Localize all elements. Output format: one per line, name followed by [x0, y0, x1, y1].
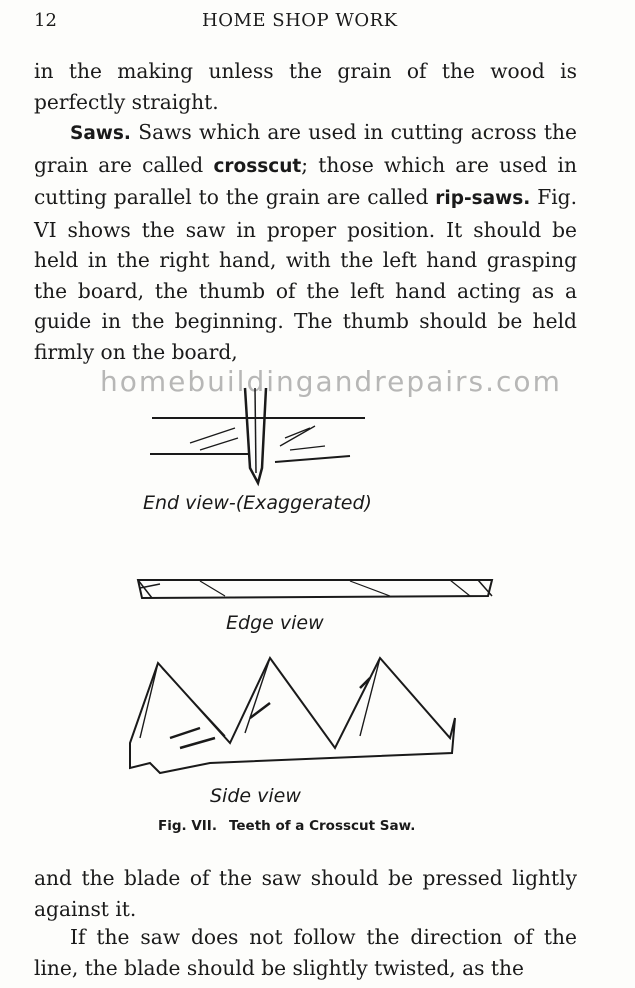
paragraph-3: and the blade of the saw should be pressed lightly against it.: [34, 866, 577, 921]
end-view-drawing: [150, 388, 365, 483]
saws-text-1: Saws which are used in cutting across the grain are called: [34, 120, 577, 177]
edge-view-drawing: [138, 580, 492, 598]
paragraph-1: in the making unless the grain of the wood is perfectly straight.: [34, 59, 577, 114]
side-view-drawing: [130, 658, 455, 773]
saws-text-3: Fig. VI shows the saw in proper position. It should be held in the right hand, with the left hand grasping the board, the thumb of the left hand acting as a guide in the beginning. The thumb should be held firmly on the board,: [34, 185, 577, 364]
term-saws: Saws.: [70, 123, 131, 144]
watermark: homebuildingandrepairs.com: [100, 365, 562, 398]
page-header: [34, 10, 577, 36]
term-rip-saws: rip-saws.: [435, 188, 531, 209]
paragraph-4: If the saw does not follow the direction of the line, the blade should be slightly twisted, as the: [34, 925, 577, 980]
side-view-label: Side view: [210, 785, 301, 807]
caption-number: Fig. VII.: [158, 818, 217, 834]
saws-text-2: ; those which are used in cutting parallel to the grain are called: [34, 152, 577, 209]
paragraph-saws: [34, 117, 577, 367]
end-view-label: End view-(Exaggerated): [143, 492, 372, 514]
saw-teeth-figure: [90, 358, 570, 828]
caption-text: Teeth of a Crosscut Saw.: [228, 818, 416, 834]
page-number: 12: [34, 10, 57, 31]
running-head: HOME SHOP WORK: [202, 10, 398, 31]
edge-view-label: Edge view: [226, 612, 324, 634]
term-crosscut: crosscut: [213, 155, 302, 177]
figure-caption: [158, 818, 415, 834]
